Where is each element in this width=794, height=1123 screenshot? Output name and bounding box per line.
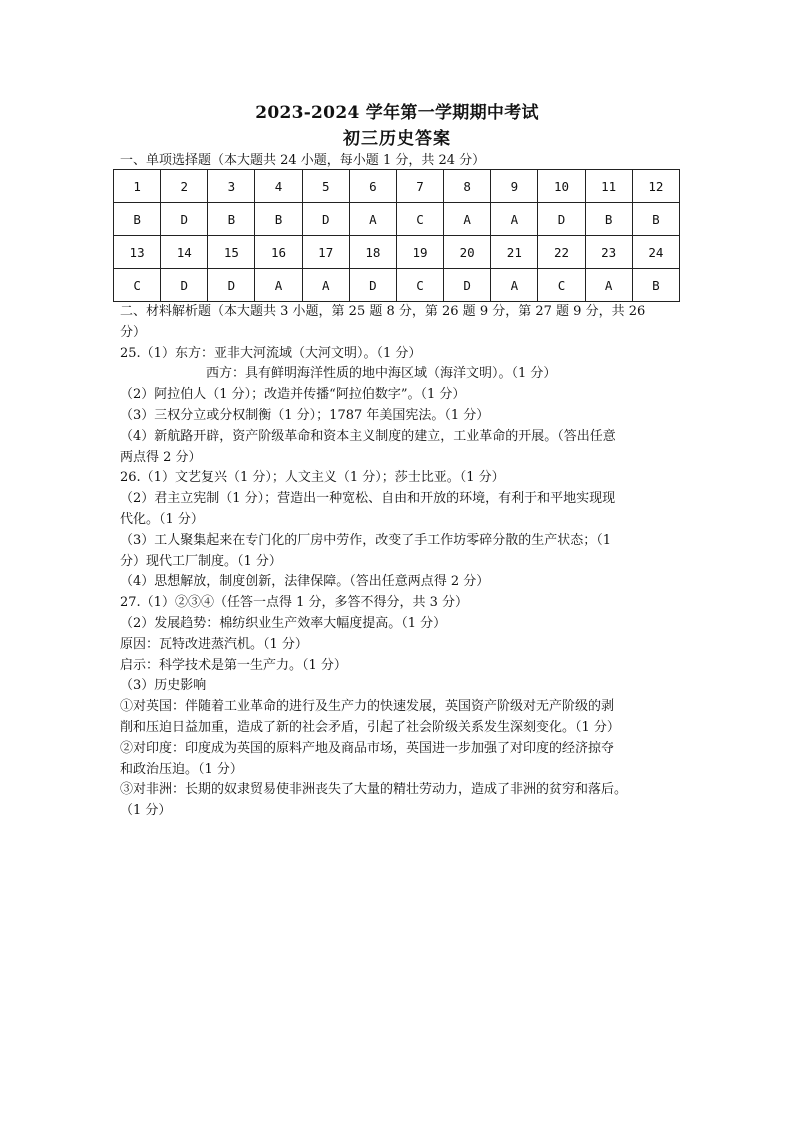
answer-line: （3）三权分立或分权制衡（1 分）；1787 年美国宪法。（1 分） (120, 407, 490, 423)
answer-cell: D (302, 203, 349, 236)
answer-cell: A (444, 203, 491, 236)
exam-subtitle: 初三历史答案 (343, 129, 451, 149)
question-number: 8 (444, 170, 491, 203)
answer-cell: A (302, 269, 349, 302)
answer-line: 26.（1）文艺复兴（1 分）；人文主义（1 分）；莎士比亚。（1 分） (120, 470, 505, 486)
answer-cell: D (208, 269, 255, 302)
answer-cell: A (585, 269, 632, 302)
answer-cell: B (585, 203, 632, 236)
question-number: 22 (538, 236, 585, 269)
answer-line: 西方：具有鲜明海洋性质的地中海区域（海洋文明）。（1 分） (206, 366, 557, 382)
question-number: 12 (632, 170, 679, 203)
answer-line: ③对非洲：长期的奴隶贸易使非洲丧失了大量的精壮劳动力，造成了非洲的贫穷和落后。 (120, 782, 628, 798)
answer-line: 两点得 2 分） (120, 449, 202, 465)
answer-cell: B (255, 203, 302, 236)
answer-line: ②对印度：印度成为英国的原料产地及商品市场，英国进一步加强了对印度的经济掠夺 (120, 740, 615, 756)
question-number: 15 (208, 236, 255, 269)
question-number: 3 (208, 170, 255, 203)
answer-line: 启示：科学技术是第一生产力。（1 分） (120, 657, 347, 673)
question-number: 4 (255, 170, 302, 203)
answer-cell: C (538, 269, 585, 302)
question-number: 19 (396, 236, 443, 269)
answer-line: （2）君主立宪制（1 分）；营造出一种宽松、自由和开放的环境，有利于和平地实现现 (120, 491, 616, 507)
answer-line: 27.（1）②③④（任答一点得 1 分，多答不得分，共 3 分） (120, 595, 469, 611)
answer-cell: C (396, 203, 443, 236)
answer-cell: B (632, 269, 679, 302)
question-number: 1 (114, 170, 161, 203)
answer-cell: D (161, 269, 208, 302)
answer-cell: B (632, 203, 679, 236)
answer-line: （4）思想解放，制度创新，法律保障。（答出任意两点得 2 分） (120, 574, 490, 590)
question-number: 11 (585, 170, 632, 203)
question-number: 14 (161, 236, 208, 269)
question-number: 17 (302, 236, 349, 269)
answer-cell: D (444, 269, 491, 302)
answer-line: （4）新航路开辟，资产阶级革命和资本主义制度的建立，工业革命的开展。（答出任意 (120, 428, 616, 444)
answer-cell: D (538, 203, 585, 236)
answer-line: （1 分） (120, 803, 172, 819)
answer-line: 代化。（1 分） (120, 511, 204, 527)
answer-table (113, 169, 680, 302)
question-number: 9 (491, 170, 538, 203)
answer-line: （2）发展趋势：棉纺织业生产效率大幅度提高。（1 分） (120, 615, 447, 631)
table-row-numbers-2 (114, 236, 680, 269)
section2-heading: 二、材料解析题（本大题共 3 小题，第 25 题 8 分，第 26 题 9 分，第 27 题 9 分，共 26 (120, 304, 646, 319)
answer-line: 和政治压迫。（1 分） (120, 761, 243, 777)
answer-cell: A (255, 269, 302, 302)
question-number: 23 (585, 236, 632, 269)
question-number: 10 (538, 170, 585, 203)
answer-line: 分）现代工厂制度。（1 分） (120, 553, 282, 569)
answer-cell: B (114, 203, 161, 236)
answer-line: （3）工人聚集起来在专门化的厂房中劳作，改变了手工作坊零碎分散的生产状态；（1 (120, 532, 612, 548)
answer-line: 削和压迫日益加重，造成了新的社会矛盾，引起了社会阶级关系发生深刻变化。（1 分） (120, 719, 620, 735)
exam-title: 2023-2024 学年第一学期期中考试 (255, 103, 539, 123)
answer-cell: A (491, 203, 538, 236)
question-number: 24 (632, 236, 679, 269)
answer-cell: B (208, 203, 255, 236)
section2-heading-cont: 分） (120, 324, 147, 340)
answer-line: 25.（1）东方：亚非大河流域（大河文明）。（1 分） (120, 345, 422, 361)
question-number: 20 (444, 236, 491, 269)
table-row-answers-2 (114, 269, 680, 302)
question-number: 5 (302, 170, 349, 203)
question-number: 16 (255, 236, 302, 269)
table-row-answers-1 (114, 203, 680, 236)
question-number: 2 (161, 170, 208, 203)
answer-cell: A (491, 269, 538, 302)
answer-line: （3）历史影响 (120, 678, 207, 694)
question-number: 6 (349, 170, 396, 203)
answer-line: （2）阿拉伯人（1 分）；改造并传播“阿拉伯数字”。（1 分） (120, 387, 466, 403)
table-row-numbers-1 (114, 170, 680, 203)
question-number: 13 (114, 236, 161, 269)
section1-heading: 一、单项选择题（本大题共 24 小题，每小题 1 分，共 24 分） (120, 153, 486, 168)
answer-cell: C (396, 269, 443, 302)
question-number: 18 (349, 236, 396, 269)
question-number: 7 (396, 170, 443, 203)
question-number: 21 (491, 236, 538, 269)
answer-line: 原因：瓦特改进蒸汽机。（1 分） (120, 636, 308, 652)
answer-cell: D (349, 269, 396, 302)
answer-cell: C (114, 269, 161, 302)
section2-body (120, 302, 690, 822)
answer-cell: D (161, 203, 208, 236)
answer-line: ①对英国：伴随着工业革命的进行及生产力的快速发展，英国资产阶级对无产阶级的剥 (120, 699, 615, 715)
answer-cell: A (349, 203, 396, 236)
